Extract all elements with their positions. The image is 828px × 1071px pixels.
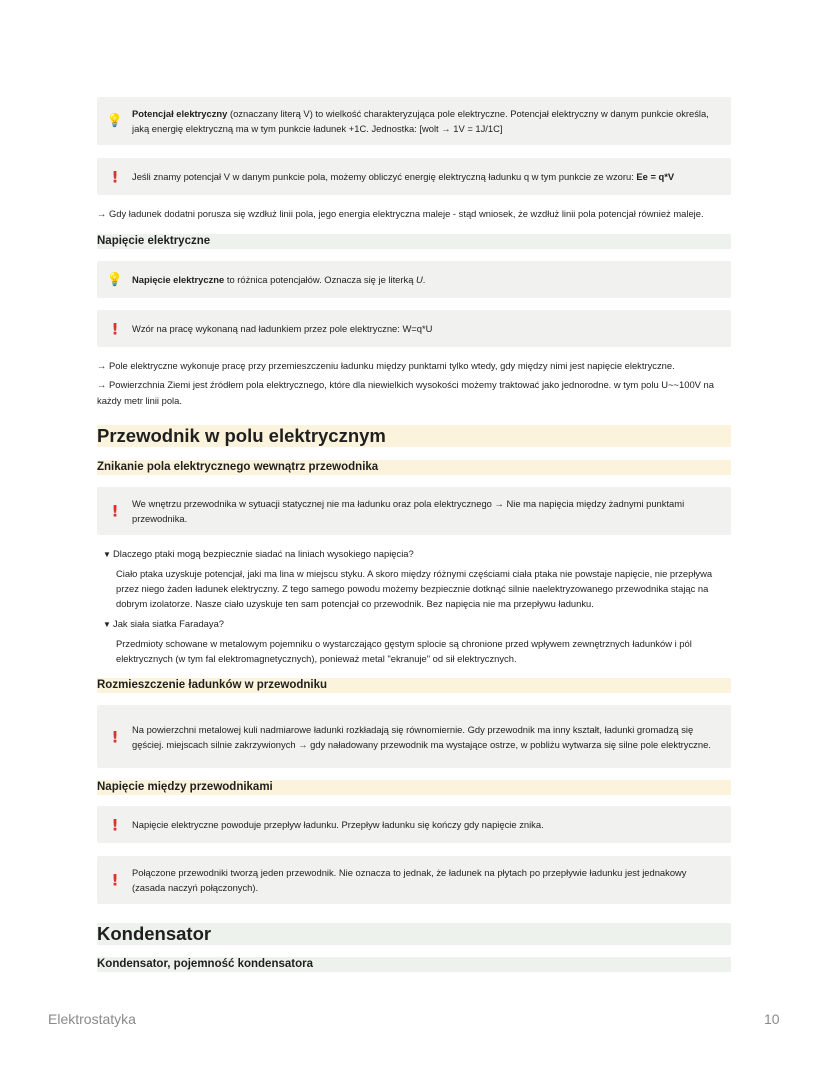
- heading-kondensator: Kondensator: [97, 923, 731, 945]
- toggle-triangle-icon[interactable]: ▼: [103, 620, 111, 629]
- callout-napiecie: [97, 261, 731, 298]
- toggle-title[interactable]: Jak siała siatka Faradaya?: [113, 618, 224, 629]
- paragraph: → Powierzchnia Ziemi jest źródłem pola elektrycznego, które dla niewielkich wysokości możemy traktować jako jednorodne. w tym polu U~~100V na każdy metr linii pola.: [97, 379, 714, 406]
- page-number: 10: [764, 1011, 780, 1027]
- callout-text: Napięcie elektryczne powoduje przepływ ładunku. Przepływ ładunku się kończy gdy napięcie znika.: [132, 819, 544, 830]
- paragraph: → Gdy ładunek dodatni porusza się wzdłuż linii pola, jego energia elektryczna maleje - stąd wniosek, że wzdłuż linii pola potencjał również maleje.: [97, 208, 704, 219]
- callout-wnetrze: [97, 487, 731, 535]
- toggle-triangle-icon[interactable]: ▼: [103, 550, 111, 559]
- callout-text: Na powierzchni metalowej kuli nadmiarowe ładunki rozkładają się równomiernie. Gdy przewodnik ma inny kształt, ładunki gromadzą się gęściej. miejscach silnie zakrzywionych → gdy naładowany przewodnik ma wystające ostrze, w pobliżu wytwarza się silne pole elektryczne.: [132, 723, 711, 750]
- symbol-u: U: [416, 274, 423, 285]
- term-napiecie: Napięcie elektryczne: [132, 274, 225, 285]
- exclamation-icon: !: [111, 727, 119, 746]
- exclamation-icon: !: [111, 815, 119, 834]
- heading-rozmieszczenie: Rozmieszczenie ładunków w przewodniku: [97, 678, 731, 693]
- heading-napiecie: Napięcie elektryczne: [97, 234, 731, 249]
- callout-przeplyw: [97, 806, 731, 843]
- callout-energia: [97, 158, 731, 195]
- callout-end: .: [422, 274, 426, 285]
- exclamation-icon: !: [111, 501, 119, 521]
- callout-body: to różnica potencjałów. Oznacza się je literką: [224, 274, 417, 285]
- toggle-body: Przedmioty schowane w metalowym pojemniku o wystarczająco gęstym splocie są chronione przed wpływem zewnętrznych ładunków i pól elektrycznych (w tym fal elektromagnetycznych), ponieważ metal "ekranuje" od sił elektrycznych.: [116, 638, 692, 664]
- callout-text: We wnętrzu przewodnika w sytuacji statycznej nie ma ładunku oraz pola elektrycznego → Nie ma napięcia między żadnymi punktami przewodnika.: [132, 498, 685, 524]
- callout-potencjal: [97, 97, 731, 145]
- callout-body: Jeśli znamy potencjał V w danym punkcie pola, możemy obliczyć energię elektryczną ładunku q w tym punkcie ze wzoru:: [132, 171, 637, 182]
- footer-title: Elektrostatyka: [48, 1011, 136, 1027]
- callout-text: Połączone przewodniki tworzą jeden przewodnik. Nie oznacza to jednak, że ładunek na płytach po przepływie ładunku jest jednakowy (zasada naczyń połączonych).: [132, 867, 687, 893]
- heading-przewodnik: Przewodnik w polu elektrycznym: [97, 425, 731, 447]
- toggle-body: Ciało ptaka uzyskuje potencjał, jaki ma lina w miejscu styku. A skoro między różnymi częściami ciała ptaka nie powstaje napięcie, nie przepływa przez niego żaden ładunek elektryczny. Z tego samego powodu możemy bezpiecznie dotknąć silnie naelektryzowanego przewodnika stając na dobrym izolatorze. Nasze ciało uzyskuje ten sam potencjał co przewodnik. Bez napięcia nie ma przepływu ładunku.: [116, 568, 713, 609]
- exclamation-icon: !: [111, 167, 119, 186]
- toggle-ptaki[interactable]: [103, 547, 414, 561]
- lightbulb-icon: 💡: [106, 272, 124, 287]
- callout-text: [132, 169, 674, 184]
- callout-text: Wzór na pracę wykonaną nad ładunkiem przez pole elektryczne: W=q*U: [132, 323, 433, 334]
- toggle-faraday[interactable]: [103, 617, 224, 631]
- heading-napiecie-miedzy: Napięcie między przewodnikami: [97, 780, 731, 795]
- callout-powierzchnia: [97, 705, 731, 768]
- callout-polaczone: [97, 856, 731, 904]
- callout-text: [132, 272, 425, 287]
- paragraph: → Pole elektryczne wykonuje pracę przy przemieszczeniu ładunku między punktami tylko wtedy, gdy między nimi jest napięcie elektryczne.: [97, 360, 675, 371]
- toggle-title[interactable]: Dlaczego ptaki mogą bezpiecznie siadać na liniach wysokiego napięcia?: [113, 548, 414, 559]
- exclamation-icon: !: [111, 319, 119, 338]
- callout-body: (oznaczany literą V) to wielkość charakteryzująca pole elektryczne. Potencjał elektryczny w danym punkcie określa, jaką energię elektryczną ma w tym punkcie ładunek +1C. Jednostka: [wolt → 1V = 1J/1C]: [132, 108, 709, 134]
- lightbulb-icon: 💡: [106, 113, 124, 129]
- callout-praca: [97, 310, 731, 347]
- callout-text: [132, 106, 717, 136]
- heading-kondensator-pojemnosc: Kondensator, pojemność kondensatora: [97, 957, 731, 972]
- formula: Ee = q*V: [636, 171, 675, 182]
- exclamation-icon: !: [111, 870, 119, 890]
- term-potencjal: Potencjał elektryczny: [132, 108, 228, 119]
- heading-znikanie: Znikanie pola elektrycznego wewnątrz przewodnika: [97, 460, 731, 475]
